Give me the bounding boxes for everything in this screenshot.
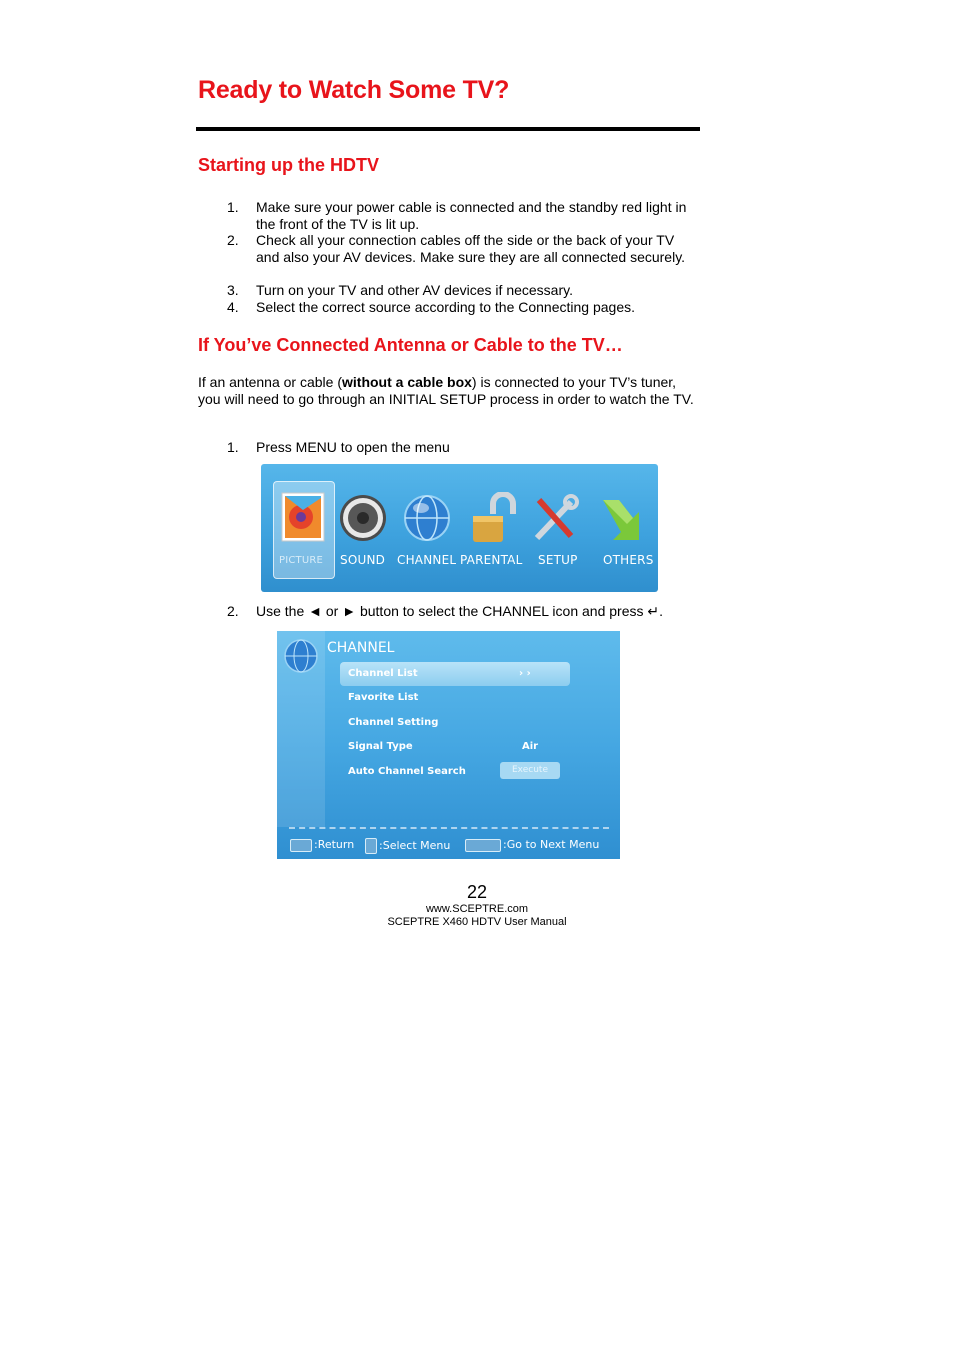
footer-select bbox=[365, 838, 450, 854]
menu-row-auto-channel-search: Auto Channel Search bbox=[348, 766, 466, 777]
list-item: Check all your connection cables off the side or the back of your TV and also your AV devices. Make sure they are all connected securely. bbox=[256, 232, 686, 265]
menu-row-favorite-list: Favorite List bbox=[348, 692, 419, 703]
menu-row-channel-setting: Channel Setting bbox=[348, 717, 439, 728]
list-number: 1. bbox=[227, 439, 239, 455]
intro-paragraph bbox=[198, 374, 698, 408]
para-text: If an antenna or cable ( bbox=[198, 374, 342, 390]
menu-row-signal-type: Signal Type bbox=[348, 741, 413, 752]
enter-key-icon bbox=[465, 839, 501, 852]
list-number: 2. bbox=[227, 232, 239, 248]
lock-icon bbox=[469, 492, 517, 546]
menu-label-parental: PARENTAL bbox=[460, 553, 523, 567]
para-text: ) is connected to your TV’s tuner, you will need to go through an INITIAL SETUP process in order to watch the TV. bbox=[198, 374, 694, 407]
menu-title: CHANNEL bbox=[327, 640, 395, 656]
channel-menu-screenshot bbox=[277, 631, 620, 859]
list-item: Make sure your power cable is connected and the standby red light in the front of the TV is lit up. bbox=[256, 199, 687, 232]
footer-label: :Return bbox=[314, 838, 355, 851]
footer-return bbox=[290, 838, 354, 852]
para-bold-text: without a cable box bbox=[342, 374, 472, 390]
step-text: Use the ◄ or ► button to select the CHANNEL icon and press ↵. bbox=[256, 603, 663, 619]
tools-icon bbox=[531, 492, 579, 544]
updown-key-icon bbox=[365, 838, 377, 854]
main-menu-screenshot bbox=[261, 464, 658, 592]
menu-label-sound: SOUND bbox=[340, 553, 386, 567]
list-item: Turn on your TV and other AV devices if necessary. bbox=[256, 282, 573, 298]
menu-label-setup: SETUP bbox=[538, 553, 578, 567]
speaker-icon bbox=[339, 493, 387, 543]
menu-label-picture: PICTURE bbox=[279, 555, 324, 566]
menu-label-others: OTHERS bbox=[603, 553, 654, 567]
row-value-arrows: › › bbox=[519, 668, 531, 679]
list-number: 3. bbox=[227, 282, 239, 298]
list-number: 4. bbox=[227, 299, 239, 315]
title-divider bbox=[196, 127, 700, 131]
footer-manual-title: SCEPTRE X460 HDTV User Manual bbox=[387, 916, 567, 928]
menu-key-icon bbox=[290, 839, 312, 852]
arrow-icon bbox=[599, 494, 645, 544]
menu-row-channel-list: Channel List bbox=[348, 668, 418, 679]
footer-label: :Select Menu bbox=[379, 839, 451, 852]
globe-icon bbox=[404, 493, 450, 543]
step-text: Press MENU to open the menu bbox=[256, 439, 450, 455]
menu-label-channel: CHANNEL bbox=[397, 553, 457, 567]
page-title: Ready to Watch Some TV? bbox=[198, 76, 510, 104]
section-heading-startup: Starting up the HDTV bbox=[198, 155, 379, 175]
list-number: 1. bbox=[227, 199, 239, 215]
list-item: Select the correct source according to the Connecting pages. bbox=[256, 299, 635, 315]
row-value-signal-type: Air bbox=[522, 741, 539, 752]
picture-icon bbox=[281, 492, 325, 542]
section-heading-antenna: If You’ve Connected Antenna or Cable to the TV… bbox=[198, 335, 623, 355]
page-number: 22 bbox=[466, 882, 488, 902]
execute-button: Execute bbox=[500, 762, 560, 779]
footer-website: www.SCEPTRE.com bbox=[425, 903, 529, 915]
list-number: 2. bbox=[227, 603, 239, 619]
footer-label: :Go to Next Menu bbox=[503, 838, 600, 851]
footer-next bbox=[465, 838, 599, 852]
footer-divider bbox=[289, 827, 609, 829]
globe-icon bbox=[284, 639, 318, 673]
